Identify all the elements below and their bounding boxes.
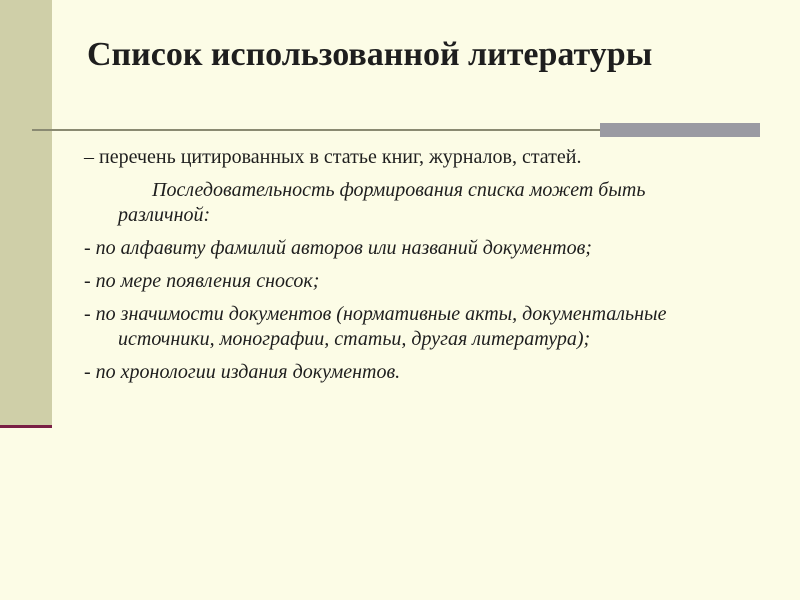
- definition-text: – перечень цитированных в статье книг, журналов, статей.: [84, 146, 582, 168]
- list-item: - по мере появления сносок;: [84, 270, 320, 292]
- decorative-side-bar: [0, 0, 52, 425]
- title-accent-bar: [600, 123, 760, 137]
- intro-text: Последовательность формирования списка может быть различной:: [118, 179, 646, 226]
- list-item: - по значимости документов (нормативные акты, документальные источники, монографии, статьи, другая литература);: [84, 303, 667, 350]
- list-item: - по алфавиту фамилий авторов или названий документов;: [84, 237, 592, 259]
- slide-body: [84, 145, 724, 393]
- list-item: - по хронологии издания документов.: [84, 361, 401, 383]
- slide-title: Список использованной литературы: [87, 36, 653, 73]
- decorative-side-bar-cap: [0, 425, 52, 428]
